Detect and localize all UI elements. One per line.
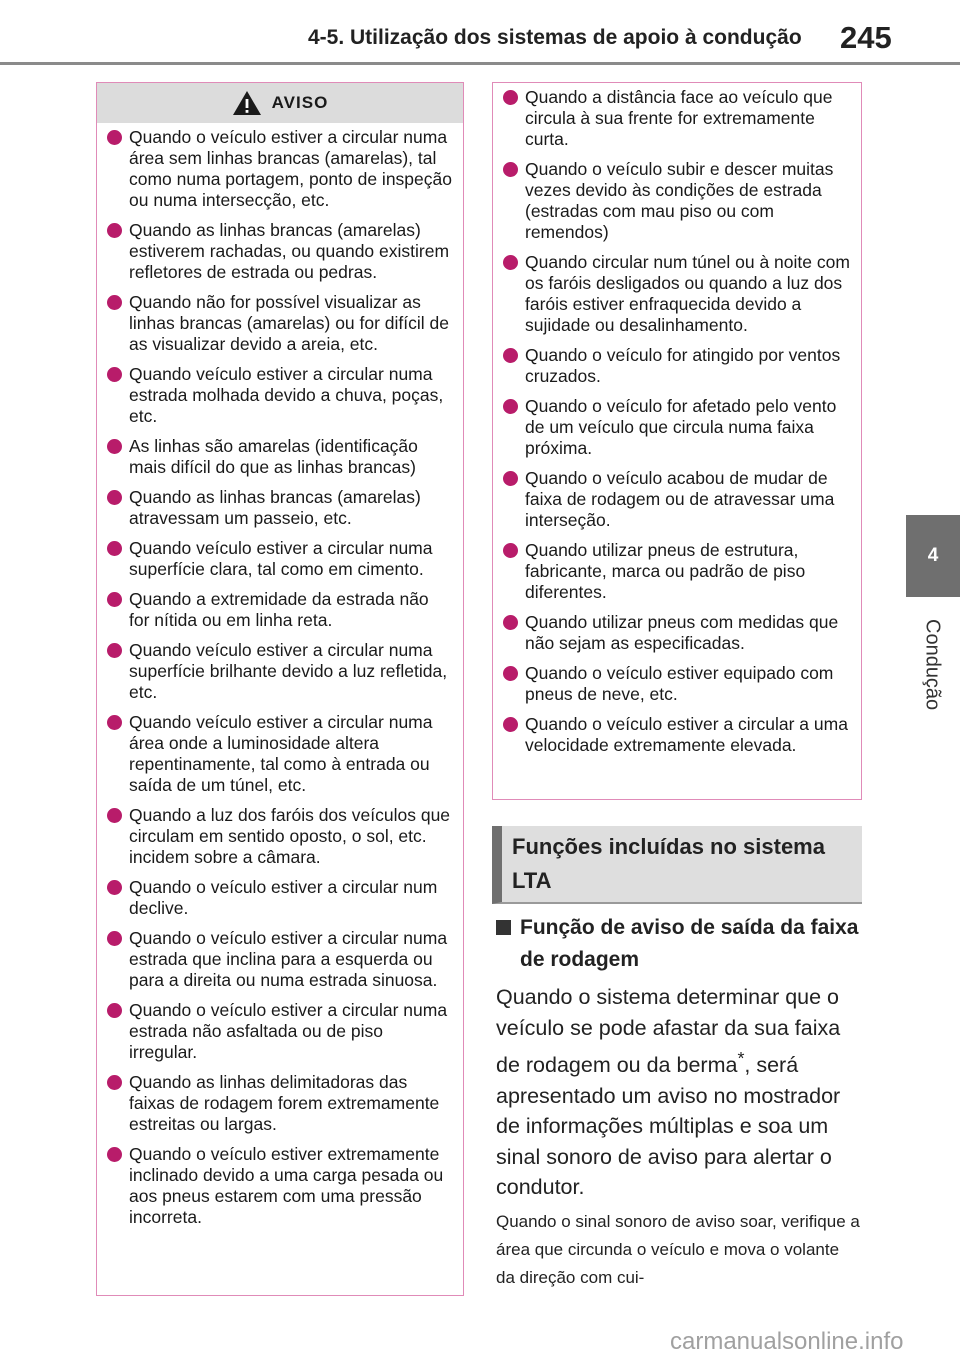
bullet-icon [503, 399, 518, 414]
list-item-text: Quando o veículo estiver extremamente inclinado devido a uma carga pesada ou aos pneus estarem com uma pressão incorreta. [129, 1144, 444, 1227]
list-item-text: Quando não for possível visualizar as linhas brancas (amarelas) ou for difícil de as visualizar devido a areia, etc. [129, 292, 450, 354]
bullet-icon [503, 90, 518, 105]
body-text-start: Quando o sistema determinar que o veículo se pode afastar da sua faixa de rodagem ou da berma [496, 985, 841, 1078]
bullet-icon [107, 808, 122, 823]
bullet-icon [503, 471, 518, 486]
list-item [107, 640, 453, 703]
list-item-text: Quando utilizar pneus com medidas que não sejam as especificadas. [525, 612, 839, 653]
bullet-icon [503, 255, 518, 270]
bullet-icon [503, 615, 518, 630]
warning-header [97, 83, 463, 123]
list-item [107, 487, 453, 529]
bullet-icon [107, 715, 122, 730]
list-item-text: Quando a luz dos faróis dos veículos que circulam em sentido oposto, o sol, etc. incidem sobre a câmara. [129, 805, 451, 867]
list-item-text: Quando veículo estiver a circular numa superfície clara, tal como em cimento. [129, 538, 433, 579]
chapter-title: 4-5. Utilização dos sistemas de apoio à condução [308, 26, 802, 49]
list-item [503, 663, 851, 705]
list-item [503, 345, 851, 387]
list-item-text: Quando a extremidade da estrada não for nítida ou em linha reta. [129, 589, 429, 630]
list-item [503, 468, 851, 531]
list-item-text: Quando o veículo estiver a circular numa estrada não asfaltada ou de piso irregular. [129, 1000, 448, 1062]
list-item [503, 159, 851, 243]
bullet-icon [107, 931, 122, 946]
list-item [107, 805, 453, 868]
list-item [503, 612, 851, 654]
footnote-marker: * [737, 1048, 745, 1068]
list-item-text: Quando veículo estiver a circular numa estrada molhada devido a chuva, poças, etc. [129, 364, 444, 426]
list-item [107, 1072, 453, 1135]
bullet-icon [503, 717, 518, 732]
list-item [503, 396, 851, 459]
subheading [496, 912, 866, 976]
list-item [503, 87, 851, 150]
bullet-icon [107, 1075, 122, 1090]
list-item [107, 364, 453, 427]
list-item-text: Quando o veículo acabou de mudar de faixa de rodagem ou de atravessar uma interseção. [525, 468, 835, 530]
list-item [107, 877, 453, 919]
warning-title: AVISO [271, 93, 329, 112]
list-item-text: Quando veículo estiver a circular numa área onde a luminosidade altera repentinamente, tal como à entrada ou saída de um túnel, etc. [129, 712, 433, 795]
list-item [107, 538, 453, 580]
bullet-icon [107, 439, 122, 454]
list-item-text: Quando o veículo estiver a circular a uma velocidade extremamente elevada. [525, 714, 848, 755]
list-item-text: As linhas são amarelas (identificação mais difícil do que as linhas brancas) [129, 436, 418, 477]
warning-list [97, 123, 463, 1228]
subheading-text: Função de aviso de saída da faixa de rodagem [520, 916, 859, 971]
list-item-text: Quando as linhas brancas (amarelas) estiverem rachadas, ou quando existirem refletores de estrada ou pedras. [129, 220, 450, 282]
bullet-icon [107, 1003, 122, 1018]
bullet-icon [503, 543, 518, 558]
list-item-text: Quando veículo estiver a circular numa superfície brilhante devido a luz refletida, etc. [129, 640, 448, 702]
small-paragraph: Quando o sinal sonoro de aviso soar, verifique a área que circunda o veículo e mova o volante da direção com cui- [496, 1212, 860, 1287]
list-item [107, 1144, 453, 1228]
watermark: carmanualsonline.info [670, 1328, 904, 1355]
list-item [107, 436, 453, 478]
list-item-text: Quando o veículo estiver a circular numa estrada que inclina para a esquerda ou para a direita ou numa estrada sinuosa. [129, 928, 448, 990]
list-item-text: Quando as linhas brancas (amarelas) atravessam um passeio, etc. [129, 487, 421, 528]
list-item-text: Quando o veículo estiver equipado com pneus de neve, etc. [525, 663, 834, 704]
bullet-icon [107, 643, 122, 658]
body-paragraph [496, 982, 866, 1203]
list-item-text: Quando o veículo for afetado pelo vento de um veículo que circula numa faixa próxima. [525, 396, 837, 458]
bullet-icon [107, 367, 122, 382]
chapter-tab-number[interactable]: 4 [906, 515, 960, 597]
warning-box [96, 82, 464, 1296]
bullet-icon [503, 666, 518, 681]
list-item [107, 1000, 453, 1063]
bullet-icon [107, 1147, 122, 1162]
bullet-icon [107, 295, 122, 310]
list-item [107, 292, 453, 355]
bullet-icon [107, 130, 122, 145]
warning-box-continued [492, 82, 862, 800]
warning-list-continued [493, 83, 861, 756]
list-item-text: Quando o veículo subir e descer muitas vezes devido às condições de estrada (estradas com mau piso ou com remendos) [525, 159, 834, 242]
list-item-text: Quando o veículo for atingido por ventos cruzados. [525, 345, 841, 386]
list-item [107, 220, 453, 283]
bullet-icon [107, 541, 122, 556]
list-item [503, 252, 851, 336]
list-item-text: Quando as linhas delimitadoras das faixas de rodagem forem extremamente estreitas ou largas. [129, 1072, 440, 1134]
bullet-icon [503, 162, 518, 177]
page-number: 245 [840, 20, 892, 55]
chapter-tab-label: Condução [921, 619, 944, 711]
section-heading: Funções incluídas no sistema LTA [492, 826, 862, 904]
list-item-text: Quando circular num túnel ou à noite com os faróis desligados ou quando a luz dos faróis estiver enfraquecida devido a sujidade ou desalinhamento. [525, 252, 850, 335]
bullet-icon [107, 490, 122, 505]
list-item-text: Quando utilizar pneus de estrutura, fabricante, marca ou padrão de piso diferentes. [525, 540, 806, 602]
bullet-icon [107, 592, 122, 607]
list-item [107, 589, 453, 631]
bullet-icon [503, 348, 518, 363]
bullet-icon [107, 880, 122, 895]
list-item [107, 712, 453, 796]
warning-triangle-icon [232, 90, 262, 116]
list-item [503, 540, 851, 603]
header-rule [0, 62, 960, 65]
list-item-text: Quando a distância face ao veículo que circula à sua frente for extremamente curta. [525, 87, 833, 149]
list-item [107, 127, 453, 211]
list-item-text: Quando o veículo estiver a circular num declive. [129, 877, 438, 918]
square-bullet-icon [496, 920, 511, 935]
list-item-text: Quando o veículo estiver a circular numa área sem linhas brancas (amarelas), tal como numa portagem, ponto de inspeção ou numa intersecção, etc. [129, 127, 452, 210]
bullet-icon [107, 223, 122, 238]
body-text-end: , será apresentado um aviso no mostrador de informações múltiplas e soa um sinal sonoro de aviso para alertar o condutor. [496, 1053, 841, 1200]
list-item [107, 928, 453, 991]
list-item [503, 714, 851, 756]
